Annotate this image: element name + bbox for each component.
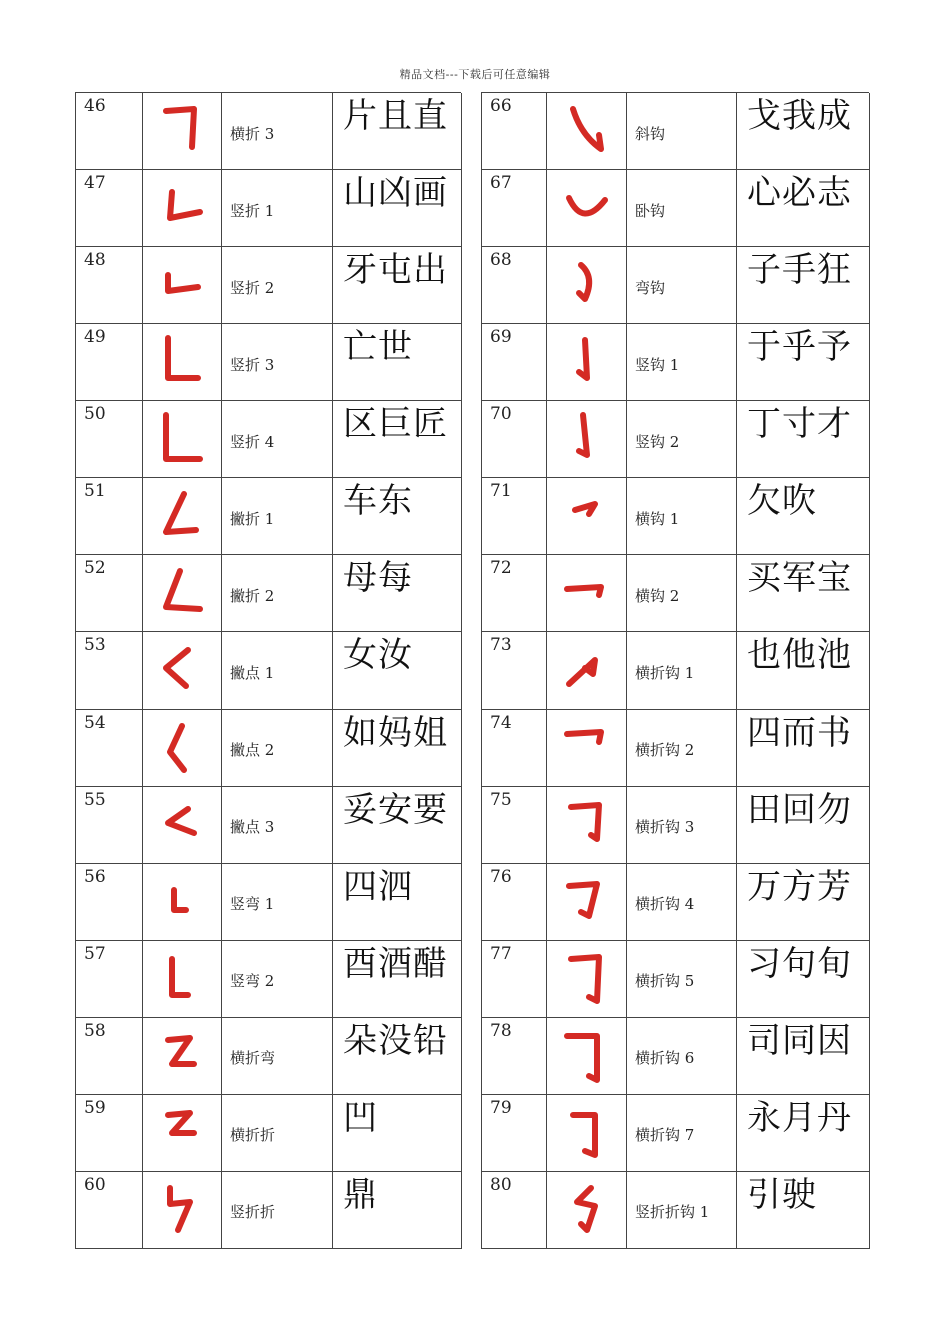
stroke-name: 撇点 2 <box>222 710 333 787</box>
stroke-image-cell <box>143 710 222 787</box>
shu-zhe-stroke-icon <box>150 407 214 471</box>
stroke-number: 60 <box>76 1172 143 1249</box>
stroke-number: 80 <box>482 1172 547 1249</box>
example-characters: 四泗 <box>333 864 462 941</box>
stroke-number: 76 <box>482 864 547 941</box>
shu-gou-stroke-icon <box>555 407 619 471</box>
stroke-number: 48 <box>76 247 143 324</box>
example-characters: 引驶 <box>737 1172 870 1249</box>
stroke-number: 67 <box>482 170 547 247</box>
example-characters: 车东 <box>333 478 462 555</box>
shu-zhe-stroke-icon <box>150 176 214 240</box>
pie-dian-stroke-icon <box>150 716 214 780</box>
stroke-image-cell <box>143 170 222 247</box>
stroke-name: 竖钩 2 <box>627 401 737 478</box>
stroke-image-cell <box>547 1172 627 1249</box>
heng-zhe-gou-stroke-icon <box>555 716 619 780</box>
stroke-number: 71 <box>482 478 547 555</box>
example-characters: 也他池 <box>737 632 870 709</box>
stroke-name: 竖弯 2 <box>222 941 333 1018</box>
heng-zhe-gou-stroke-icon <box>555 793 619 857</box>
stroke-number: 47 <box>76 170 143 247</box>
example-characters: 丁寸才 <box>737 401 870 478</box>
example-characters: 四而书 <box>737 710 870 787</box>
example-characters: 如妈姐 <box>333 710 462 787</box>
example-characters: 于乎予 <box>737 324 870 401</box>
stroke-number: 51 <box>76 478 143 555</box>
stroke-name: 竖折 3 <box>222 324 333 401</box>
stroke-number: 50 <box>76 401 143 478</box>
stroke-image-cell <box>143 555 222 632</box>
heng-zhe-gou-stroke-icon <box>555 1024 619 1088</box>
stroke-number: 77 <box>482 941 547 1018</box>
example-characters: 区巨匠 <box>333 401 462 478</box>
example-characters: 子手狂 <box>737 247 870 324</box>
stroke-name: 横折弯 <box>222 1018 333 1095</box>
stroke-image-cell <box>547 710 627 787</box>
stroke-number: 55 <box>76 787 143 864</box>
stroke-number: 54 <box>76 710 143 787</box>
stroke-number: 79 <box>482 1095 547 1172</box>
heng-zhe-gou-stroke-icon <box>555 1101 619 1165</box>
example-characters: 女汝 <box>333 632 462 709</box>
stroke-name: 横折钩 7 <box>627 1095 737 1172</box>
example-characters: 买军宝 <box>737 555 870 632</box>
pie-dian-stroke-icon <box>150 638 214 702</box>
stroke-number: 74 <box>482 710 547 787</box>
shu-zhe-stroke-icon <box>150 330 214 394</box>
stroke-number: 69 <box>482 324 547 401</box>
stroke-image-cell <box>547 170 627 247</box>
stroke-image-cell <box>143 864 222 941</box>
wo-gou-stroke-icon <box>555 176 619 240</box>
pie-dian-stroke-icon <box>150 793 214 857</box>
stroke-number: 73 <box>482 632 547 709</box>
stroke-image-cell <box>143 632 222 709</box>
heng-zhe-gou-stroke-icon <box>555 947 619 1011</box>
example-characters: 酉酒醋 <box>333 941 462 1018</box>
stroke-name: 横钩 2 <box>627 555 737 632</box>
stroke-image-cell <box>547 93 627 170</box>
stroke-image-cell <box>143 787 222 864</box>
example-characters: 妥安要 <box>333 787 462 864</box>
heng-gou-stroke-icon <box>555 561 619 625</box>
stroke-table-left <box>75 92 461 1249</box>
stroke-number: 68 <box>482 247 547 324</box>
stroke-table-right <box>481 92 869 1249</box>
stroke-image-cell <box>547 555 627 632</box>
example-characters: 母每 <box>333 555 462 632</box>
example-characters: 田回勿 <box>737 787 870 864</box>
stroke-number: 57 <box>76 941 143 1018</box>
example-characters: 戈我成 <box>737 93 870 170</box>
example-characters: 片且直 <box>333 93 462 170</box>
stroke-name: 竖折 2 <box>222 247 333 324</box>
stroke-name: 横折折 <box>222 1095 333 1172</box>
stroke-image-cell <box>143 247 222 324</box>
stroke-image-cell <box>143 1095 222 1172</box>
stroke-number: 72 <box>482 555 547 632</box>
heng-zhe-gou-stroke-icon <box>555 870 619 934</box>
shu-zhe-zhe-stroke-icon <box>150 1178 214 1242</box>
heng-zhe-stroke-icon <box>150 99 214 163</box>
stroke-name: 撇折 1 <box>222 478 333 555</box>
stroke-number: 70 <box>482 401 547 478</box>
pie-zhe-stroke-icon <box>150 484 214 548</box>
stroke-number: 46 <box>76 93 143 170</box>
shu-wan-stroke-icon <box>150 947 214 1011</box>
stroke-name: 横折钩 6 <box>627 1018 737 1095</box>
stroke-image-cell <box>547 401 627 478</box>
stroke-number: 49 <box>76 324 143 401</box>
stroke-number: 58 <box>76 1018 143 1095</box>
stroke-image-cell <box>547 1095 627 1172</box>
example-characters: 欠吹 <box>737 478 870 555</box>
stroke-name: 横折钩 4 <box>627 864 737 941</box>
heng-zhe-gou-stroke-icon <box>555 638 619 702</box>
shu-wan-stroke-icon <box>150 870 214 934</box>
stroke-name: 横折钩 5 <box>627 941 737 1018</box>
example-characters: 凹 <box>333 1095 462 1172</box>
stroke-name: 竖折折钩 1 <box>627 1172 737 1249</box>
stroke-image-cell <box>547 632 627 709</box>
example-characters: 山凶画 <box>333 170 462 247</box>
stroke-image-cell <box>547 787 627 864</box>
stroke-name: 撇点 1 <box>222 632 333 709</box>
shu-zhe-stroke-icon <box>150 253 214 317</box>
stroke-name: 横折钩 2 <box>627 710 737 787</box>
example-characters: 鼎 <box>333 1172 462 1249</box>
pie-zhe-stroke-icon <box>150 561 214 625</box>
stroke-name: 撇折 2 <box>222 555 333 632</box>
stroke-number: 59 <box>76 1095 143 1172</box>
stroke-name: 竖折 4 <box>222 401 333 478</box>
example-characters: 心必志 <box>737 170 870 247</box>
stroke-name: 竖弯 1 <box>222 864 333 941</box>
stroke-image-cell <box>547 1018 627 1095</box>
shu-zhe-zhe-gou-stroke-icon <box>555 1178 619 1242</box>
stroke-image-cell <box>143 93 222 170</box>
stroke-number: 78 <box>482 1018 547 1095</box>
xie-gou-stroke-icon <box>555 99 619 163</box>
stroke-image-cell <box>143 1018 222 1095</box>
stroke-image-cell <box>143 401 222 478</box>
stroke-name: 弯钩 <box>627 247 737 324</box>
example-characters: 习句旬 <box>737 941 870 1018</box>
stroke-name: 横折 3 <box>222 93 333 170</box>
stroke-name: 斜钩 <box>627 93 737 170</box>
stroke-number: 56 <box>76 864 143 941</box>
stroke-number: 66 <box>482 93 547 170</box>
stroke-image-cell <box>547 864 627 941</box>
stroke-image-cell <box>547 247 627 324</box>
stroke-image-cell <box>143 324 222 401</box>
stroke-image-cell <box>547 478 627 555</box>
heng-gou-stroke-icon <box>555 484 619 548</box>
example-characters: 牙屯出 <box>333 247 462 324</box>
stroke-number: 53 <box>76 632 143 709</box>
stroke-image-cell <box>547 324 627 401</box>
stroke-name: 横钩 1 <box>627 478 737 555</box>
wan-gou-stroke-icon <box>555 253 619 317</box>
stroke-name: 竖钩 1 <box>627 324 737 401</box>
example-characters: 亡世 <box>333 324 462 401</box>
stroke-number: 75 <box>482 787 547 864</box>
stroke-name: 竖折折 <box>222 1172 333 1249</box>
stroke-name: 卧钩 <box>627 170 737 247</box>
stroke-number: 52 <box>76 555 143 632</box>
stroke-image-cell <box>143 941 222 1018</box>
example-characters: 永月丹 <box>737 1095 870 1172</box>
stroke-name: 横折钩 1 <box>627 632 737 709</box>
stroke-name: 竖折 1 <box>222 170 333 247</box>
example-characters: 朵没铅 <box>333 1018 462 1095</box>
stroke-name: 横折钩 3 <box>627 787 737 864</box>
shu-gou-stroke-icon <box>555 330 619 394</box>
stroke-image-cell <box>547 941 627 1018</box>
stroke-name: 撇点 3 <box>222 787 333 864</box>
stroke-image-cell <box>143 478 222 555</box>
stroke-image-cell <box>143 1172 222 1249</box>
example-characters: 万方芳 <box>737 864 870 941</box>
example-characters: 司同因 <box>737 1018 870 1095</box>
page-header: 精品文档---下载后可任意编辑 <box>399 68 551 81</box>
heng-zhe-wan-stroke-icon <box>150 1024 214 1088</box>
heng-zhe-zhe-stroke-icon <box>150 1101 214 1165</box>
